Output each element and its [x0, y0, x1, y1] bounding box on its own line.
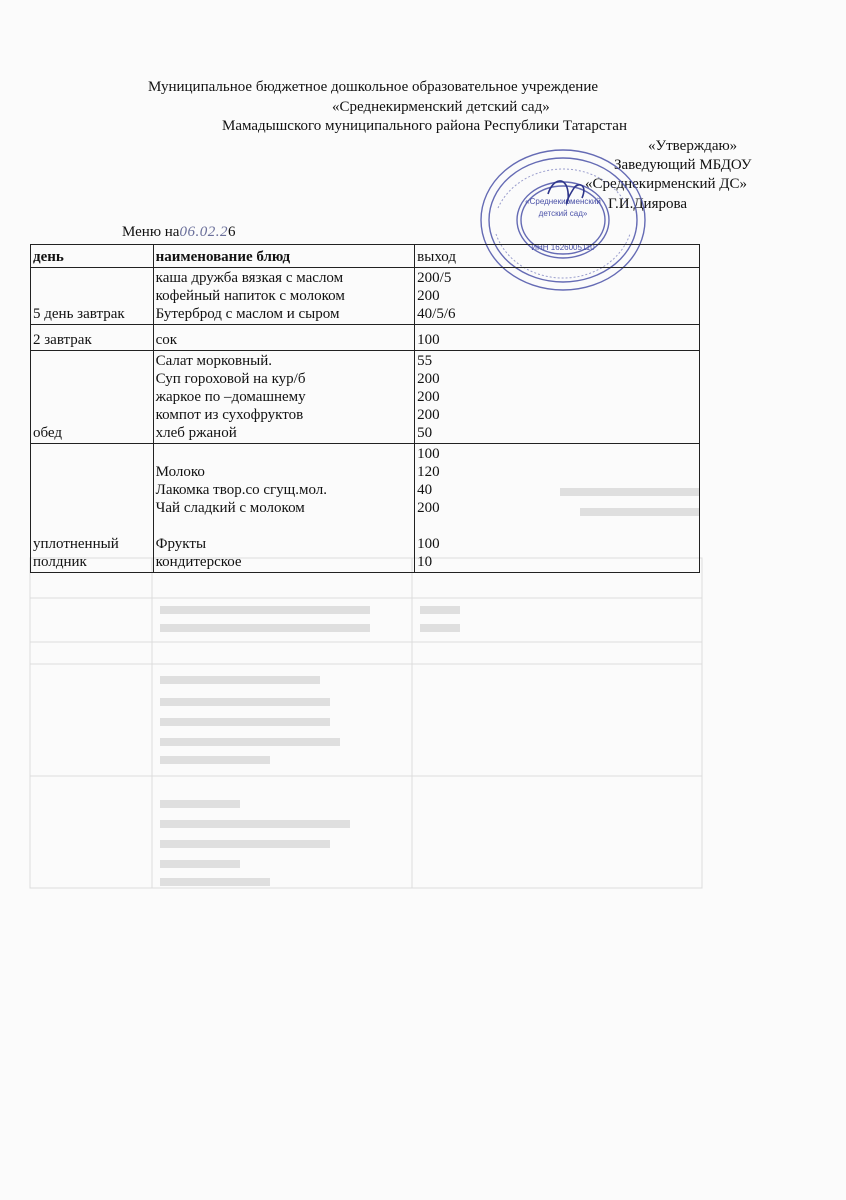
dish-item: компот из сухофруктов [155, 407, 304, 423]
output-item: 120 [417, 464, 440, 480]
dish-item: Чай сладкий с молоком [155, 500, 305, 516]
stamp-text-line-1: «Среднекирменский [525, 197, 601, 206]
dish-item: каша дружба вязкая с маслом [155, 270, 344, 286]
approval-word: «Утверждаю» [648, 138, 738, 154]
output-item [417, 517, 697, 535]
stamp-text-line-2: детский сад» [538, 209, 588, 218]
dish-item: хлеб ржаной [155, 425, 237, 441]
approval-signatory: Г.И.Диярова [608, 196, 688, 212]
menu-title [122, 224, 235, 241]
org-name-line-1: Муниципальное бюджетное дошкольное образовательное учреждение [148, 79, 598, 95]
dishes-cell [153, 268, 415, 325]
output-cell [415, 325, 700, 351]
output-item: 40/5/6 [417, 306, 456, 322]
org-name-line-2: «Среднекирменский детский сад» [332, 99, 550, 115]
dish-item: Лакомка твор.со сгущ.мол. [155, 482, 328, 498]
output-item: 100 [417, 536, 440, 552]
dish-item [156, 517, 413, 535]
dish-item: Салат морковный. [155, 353, 272, 369]
dish-item: Бутерброд с маслом и сыром [155, 306, 340, 322]
output-cell [415, 444, 700, 573]
output-item: 200 [417, 288, 440, 304]
output-item: 200/5 [417, 270, 452, 286]
table-row-breakfast [31, 268, 700, 325]
output-cell [415, 268, 700, 325]
dishes-cell [153, 351, 415, 444]
column-header-day: день [31, 245, 154, 268]
menu-date-handwritten: 06.02.2 [179, 224, 228, 240]
day-cell: обед [31, 351, 154, 444]
table-row-afternoon-snack [31, 444, 700, 573]
output-item: 200 [417, 407, 440, 423]
dish-item: Суп гороховой на кур/б [155, 371, 306, 387]
output-item: 100 [417, 332, 440, 348]
approval-position: Заведующий МБДОУ [614, 157, 752, 173]
dish-item: жаркое по –домашнему [155, 389, 306, 405]
approval-organization: «Среднекирменский ДС» [585, 176, 748, 192]
day-cell: уплотненный полдник [31, 444, 154, 573]
org-name-line-3: Мамадышского муниципального района Республики Татарстан [222, 118, 627, 134]
output-item: 55 [417, 353, 433, 369]
table-row-second-breakfast [31, 325, 700, 351]
dish-item: кофейный напиток с молоком [155, 288, 345, 304]
menu-title-prefix: Меню на [122, 224, 180, 240]
dish-item: сок [155, 332, 178, 348]
day-cell: 2 завтрак [31, 325, 154, 351]
dishes-cell [153, 325, 415, 351]
menu-table [30, 244, 700, 573]
day-cell: 5 день завтрак [31, 268, 154, 325]
output-cell [415, 351, 700, 444]
dish-item: Фрукты [155, 536, 207, 552]
dish-item: Молоко [155, 464, 205, 480]
output-item: 50 [417, 425, 433, 441]
table-row-lunch [31, 351, 700, 444]
dish-item [156, 445, 413, 463]
output-item: 200 [417, 371, 440, 387]
menu-title-suffix: 6 [227, 224, 236, 240]
output-item: 200 [417, 500, 440, 516]
stamp-inn: ИНН 1626005110 [531, 243, 595, 252]
table-header-row [31, 245, 700, 268]
column-header-output: выход [415, 245, 700, 268]
output-item: 10 [417, 554, 433, 570]
dish-item: кондитерское [155, 554, 242, 570]
output-item: 200 [417, 389, 440, 405]
output-item: 40 [417, 482, 433, 498]
column-header-dishes: наименование блюд [153, 245, 415, 268]
dishes-cell [153, 444, 415, 573]
output-item: 100 [417, 446, 440, 462]
